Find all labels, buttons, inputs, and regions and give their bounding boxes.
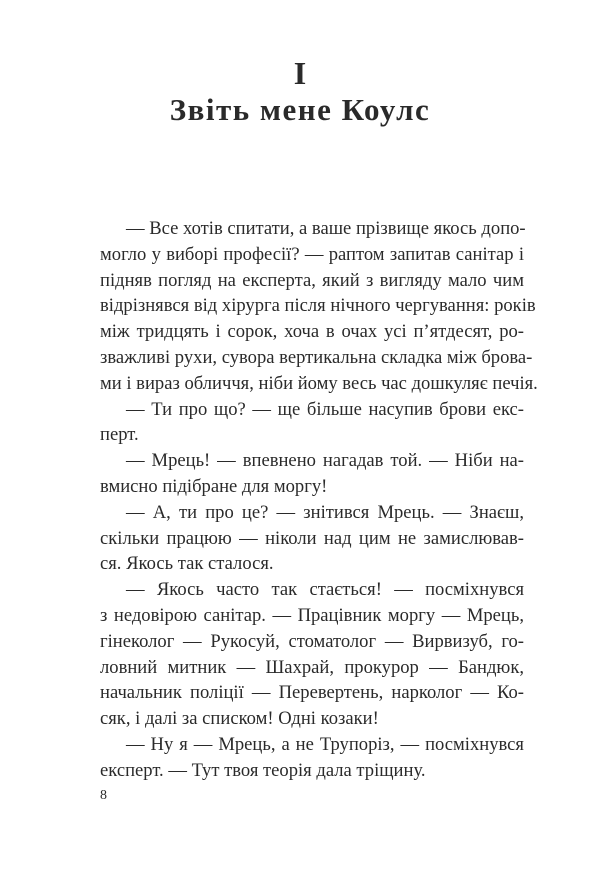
paragraph — [100, 216, 538, 397]
text-line: відрізнявся від хірурга після нічного чергування: років — [100, 295, 536, 317]
page-number: 8 — [100, 788, 107, 803]
paragraph — [100, 732, 524, 784]
text-line: підняв погляд на експерта, який з вигляду мало чим — [100, 269, 524, 291]
text-line: з недовірою санітар. — Працівник моргу — Мрець, — [100, 604, 524, 626]
text-line: ся. Якось так сталося. — [100, 553, 274, 575]
text-line: сяк, і далі за списком! Одні козаки! — [100, 708, 379, 730]
text-line: — Ну я — Мрець, а не Трупоріз, — посміхнувся — [126, 733, 524, 755]
paragraph — [100, 448, 524, 500]
text-line: вмисно підібране для моргу! — [100, 475, 328, 497]
paragraph — [100, 577, 524, 732]
chapter-number: I — [293, 55, 307, 91]
text-line: експерт. — Тут твоя теорія дала тріщину. — [100, 759, 426, 781]
body-text — [100, 216, 538, 784]
text-line: начальник поліції — Перевертень, нарколог — Ко- — [100, 682, 524, 704]
paragraph — [100, 500, 524, 577]
text-line: — Якось часто так стається! — посміхнувся — [126, 579, 524, 601]
text-line: могло у виборі професії? — раптом запитав санітар і — [100, 243, 524, 265]
text-line: гінеколог — Рукосуй, стоматолог — Вирвизуб, го- — [100, 630, 524, 652]
text-line: ми і вираз обличчя, ніби йому весь час дошкуляє печія. — [100, 372, 538, 394]
text-line: ловний митник — Шахрай, прокурор — Бандюк, — [100, 656, 524, 678]
text-line: скільки працюю — ніколи над цим не замислював- — [100, 527, 524, 549]
text-line: — Все хотів спитати, а ваше прізвище якось допо- — [126, 218, 526, 239]
text-line: — Мрець! — впевнено нагадав той. — Ніби на- — [126, 450, 524, 472]
text-line: — А, ти про це? — знітився Мрець. — Знаєш, — [126, 501, 524, 523]
text-line: перт. — [100, 424, 139, 446]
text-line: — Ти про що? — ще більше насупив брови екс- — [126, 398, 524, 420]
text-line: зважливі рухи, сувора вертикальна складка між брова- — [100, 346, 533, 368]
chapter-title: Звіть мене Коулс — [169, 92, 431, 127]
text-line: між тридцять і сорок, хоча в очах усі п’ятдесят, ро- — [100, 321, 524, 343]
paragraph — [100, 397, 524, 449]
